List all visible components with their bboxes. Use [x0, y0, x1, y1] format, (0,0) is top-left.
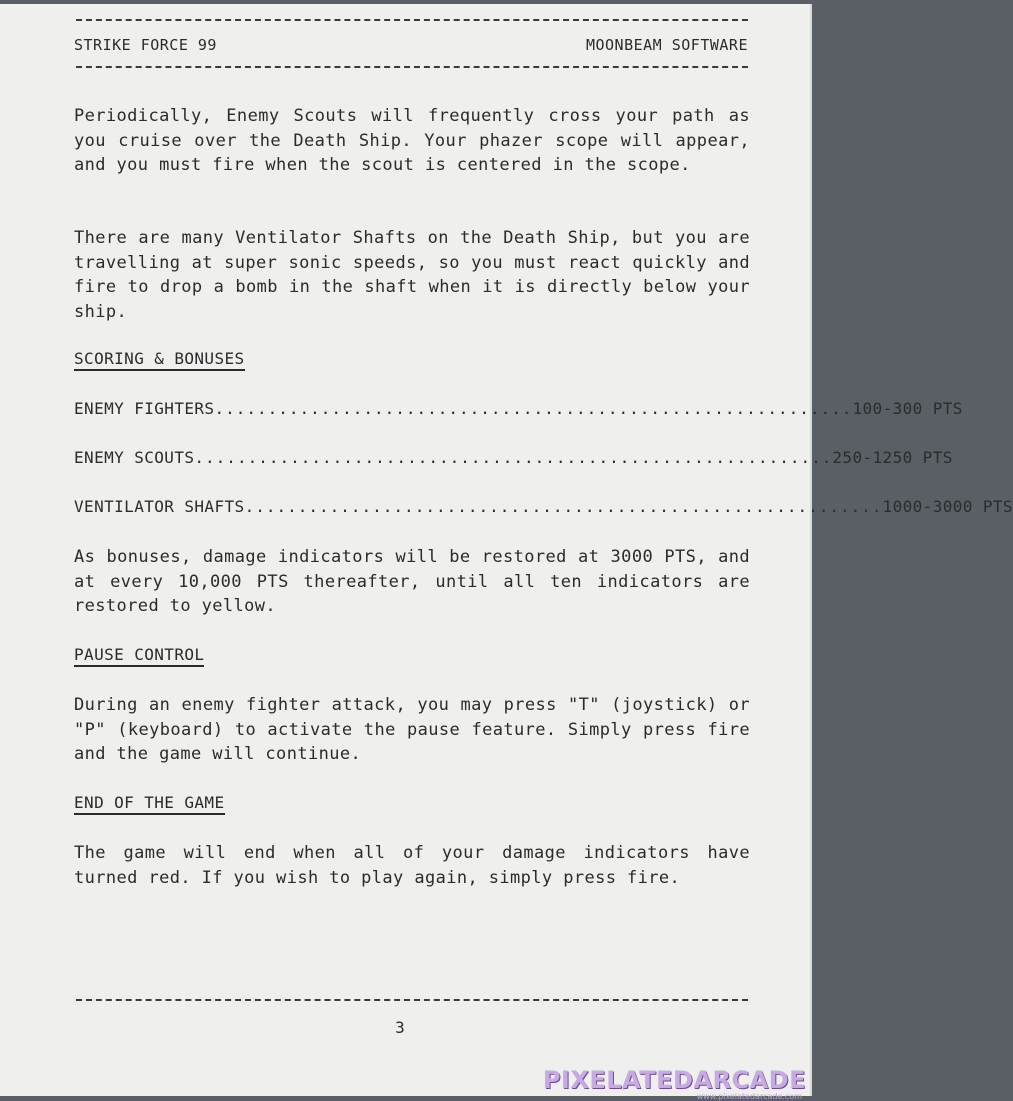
score-points: 1000-3000 PTS [882, 497, 1013, 516]
score-label: ENEMY SCOUTS [74, 448, 195, 467]
watermark-logo: PIXELATEDARCADE [542, 1066, 806, 1094]
pause-heading: PAUSE CONTROL [74, 645, 204, 667]
scoring-heading: SCORING & BONUSES [74, 349, 245, 371]
header-publisher: MOONBEAM SOFTWARE [585, 36, 748, 54]
end-paragraph: The game will end when all of your damage indicators have turned red. If you wish to play again, simply press fire. [74, 843, 750, 888]
footer-dashed-rule [76, 999, 748, 1001]
bonuses-paragraph: As bonuses, damage indicators will be restored at 3000 PTS, and at every 10,000 PTS thereafter, until all ten indicators are restored to yellow. [74, 547, 750, 616]
score-label: ENEMY FIGHTERS [74, 399, 215, 418]
score-label: VENTILATOR SHAFTS [74, 497, 245, 516]
leader-dots: ............................................................ [194, 448, 833, 467]
score-points: 250-1250 PTS [832, 448, 953, 467]
header-title: STRIKE FORCE 99 [74, 36, 217, 54]
pause-paragraph: During an enemy fighter attack, you may press "T" (joystick) or "P" (keyboard) to activate the pause feature. Simply press fire and the game will continue. [74, 695, 750, 764]
top-dashed-rule [76, 19, 748, 21]
shafts-paragraph: There are many Ventilator Shafts on the Death Ship, but you are travelling at super sonic speeds, so you must react quickly and fire to drop a bomb in the shaft when it is directly below your ship. [74, 228, 750, 322]
leader-dots: ............................................................ [244, 497, 883, 516]
end-heading: END OF THE GAME [74, 793, 225, 815]
score-row-scouts [74, 448, 953, 467]
header-dashed-rule [76, 66, 748, 68]
leader-dots: ............................................................ [214, 399, 853, 418]
scouts-paragraph: Periodically, Enemy Scouts will frequently cross your path as you cruise over the Death Ship. Your phazer scope will appear, and you must fire when the scout is centered in the scope. [74, 106, 750, 175]
page-number: 3 [395, 1018, 405, 1037]
score-row-shafts [74, 497, 1013, 516]
watermark-url: www.pixelatedarcade.com [696, 1092, 802, 1101]
score-points: 100-300 PTS [852, 399, 963, 418]
score-row-fighters [74, 399, 963, 418]
manual-page [0, 4, 1013, 1101]
